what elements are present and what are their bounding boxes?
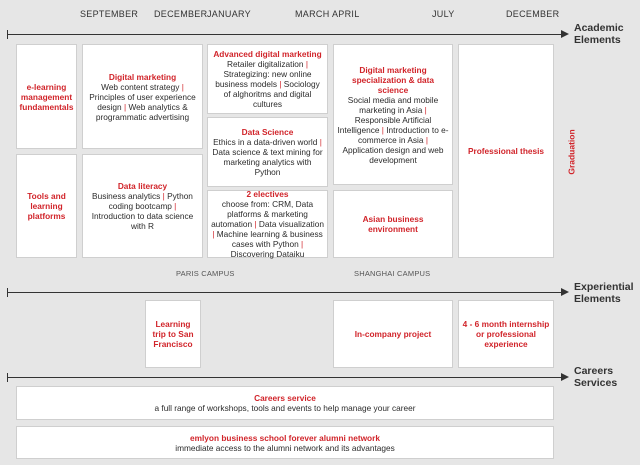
digital-marketing-body: Web content strategy | Principles of user experience design | Web analytics & programmatic advertising — [89, 81, 196, 122]
internship-title: 4 - 6 month internship or professional experience — [462, 319, 550, 349]
tools-title: Tools and learning platforms — [27, 191, 66, 221]
digital-marketing-title: Digital marketing — [108, 71, 177, 82]
careers-service-title: Careers service — [254, 393, 316, 403]
elearning-title: e-learning management fundamentals — [19, 81, 74, 112]
internship-box — [458, 300, 554, 368]
careers-services-label: Careers Services — [574, 365, 618, 389]
academic-elements-label: Academic Elements — [574, 22, 624, 46]
data-literacy-title: Data literacy — [117, 181, 168, 191]
thesis-title: Professional thesis — [467, 146, 545, 156]
month-december-2: DECEMBER — [506, 9, 560, 19]
specialization-box — [333, 44, 453, 185]
month-march: MARCH — [295, 9, 330, 19]
advanced-body: Retailer digitalization | Strategizing: new online business models | Sociology of alghoritms and digital cultures — [215, 59, 320, 109]
data-literacy-body: Business analytics | Python coding bootcamp | Introduction to data science with R — [91, 191, 194, 231]
alumni-network-box — [16, 426, 554, 459]
electives-title: 2 electives — [246, 189, 289, 199]
tools-box — [16, 154, 77, 258]
digital-marketing-box — [82, 44, 203, 149]
experiential-axis — [7, 292, 567, 293]
graduation-text: Graduation — [567, 129, 577, 175]
paris-campus-label: PARIS CAMPUS — [176, 269, 235, 278]
data-science-title: Data Science — [241, 127, 294, 137]
learning-trip-box — [145, 300, 201, 368]
data-science-body: Ethics in a data-driven world | Data science & text mining for marketing analytics with Python — [212, 137, 323, 177]
learning-trip-title: Learning trip to San Francisco — [152, 319, 194, 349]
month-september: SEPTEMBER — [80, 9, 139, 19]
careers-axis — [7, 377, 567, 378]
data-literacy-box — [82, 154, 203, 258]
month-january: JANUARY — [207, 9, 251, 19]
careers-service-desc: a full range of workshops, tools and events to help manage your career — [154, 403, 416, 413]
data-science-box — [207, 117, 328, 187]
in-company-project-box — [333, 300, 453, 368]
graduation-label — [566, 123, 578, 181]
asian-business-title: Asian business environment — [362, 214, 424, 234]
thesis-box — [458, 44, 554, 258]
asian-business-box — [333, 190, 453, 258]
careers-service-box — [16, 386, 554, 420]
experiential-elements-label: Experiential Elements — [574, 281, 634, 305]
alumni-network-desc: immediate access to the alumni network and its advantages — [175, 442, 395, 453]
shanghai-campus-label: SHANGHAI CAMPUS — [354, 269, 431, 278]
advanced-title: Advanced digital marketing — [213, 49, 322, 59]
month-december-1: DECEMBER — [154, 9, 208, 19]
elearning-box — [16, 44, 77, 149]
alumni-network-title: emlyon business school forever alumni network — [190, 432, 380, 443]
advanced-digital-marketing-box — [207, 44, 328, 114]
specialization-title: Digital marketing specialization & data science — [351, 64, 435, 95]
academic-axis — [7, 34, 567, 35]
electives-box — [207, 190, 328, 258]
in-company-project-title: In-company project — [354, 329, 432, 339]
month-july: JULY — [432, 9, 455, 19]
specialization-body: Social media and mobile marketing in Asia | Responsible Artificial Intelligence | Introduction to e-commerce in Asia | Application design and web development — [337, 94, 449, 165]
electives-body: choose from: CRM, Data platforms & marketing automation | Data visualization | Machine learning & business cases with Python | Discovering Dataiku — [211, 199, 324, 259]
month-april: APRIL — [332, 9, 360, 19]
